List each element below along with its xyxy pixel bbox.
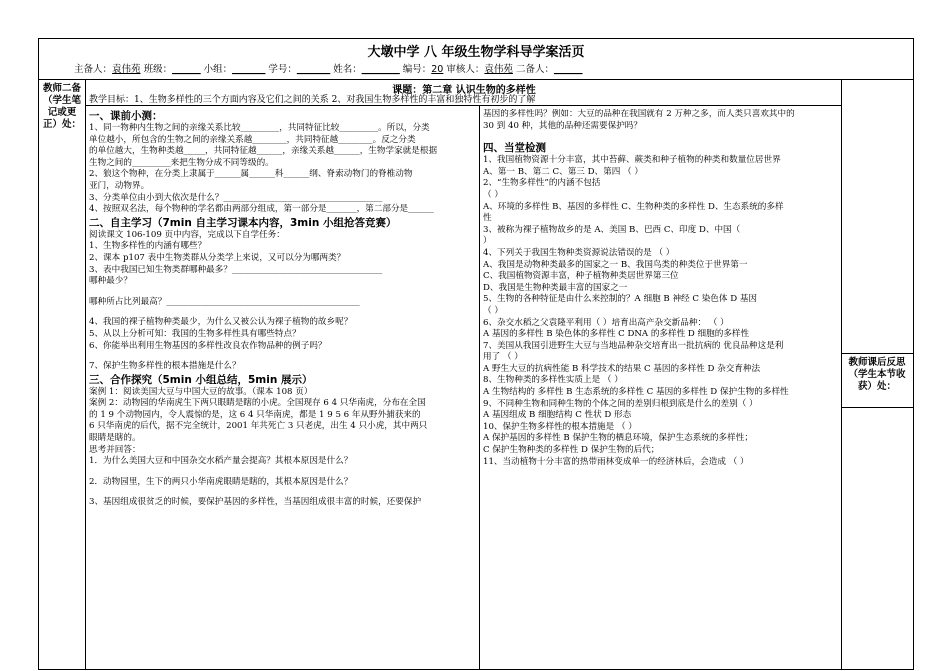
- question-line: 案例 2：动物园的华南虎生下两只眼睛是瞎的小虎。全国现存 6 4 只华南虎，分布在全国: [89, 398, 426, 409]
- question-line: A、我国是动物种类最多的国家之一 B、我国鸟类的种类位于世界第一: [483, 259, 748, 270]
- question-line: 30 到 40 种，其他的品种还需要保护吗？: [483, 120, 642, 131]
- center-divider: [479, 105, 480, 669]
- header-field-value: ________: [361, 64, 400, 75]
- section-heading: 三、合作探究（5min 小组总结，5min 展示）: [89, 373, 313, 386]
- question-line: 6 只华南虎的后代，据不完全统计，2001 年共死亡 3 只老虎，出生 4 只小虎，其中两只: [89, 421, 428, 432]
- section-heading: 二、自主学习（7min 自主学习课本内容，3min 小组抢答竞赛）: [89, 216, 397, 229]
- question-line: 2．动物园里，生下的两只小华南虎眼睛是瞎的，其根本原因是什么？: [89, 476, 353, 487]
- question-line: 的单位越大，生物种类越_____，共同特征越______，亲缘关系越______，生物学家就是根据: [89, 146, 438, 157]
- question-line: 9、不同种生物和同种生物的个体之间的差别归根到底是什么的差别（ ）: [483, 398, 758, 409]
- question-line: A 基因组成 B 细胞结构 C 性状 D 形态: [483, 410, 632, 421]
- question-line: 1．为什么美国大豆和中国杂交水稻产量会提高？其根本原因是什么？: [89, 456, 353, 467]
- question-line: A、第一 B、第二 C、第三 D、第四 （ ）: [483, 166, 643, 177]
- question-line: 8、生物种类的多样性实质上是 （ ）: [483, 375, 623, 386]
- question-line: A 保护基因的多样性 B 保护生物的栖息环境，保护生态系统的多样性；: [483, 433, 753, 444]
- question-line: 3、分类单位由小到大依次是什么？_____________________________________: [89, 192, 383, 203]
- question-line: 性: [483, 213, 492, 224]
- question-line: 哪种最少？: [89, 276, 132, 287]
- right-side-bottom-divider: [841, 407, 913, 408]
- question-line: 哪种所占比列最高？_____________________________________________: [89, 296, 360, 307]
- header-field-value: ______: [172, 64, 201, 75]
- left-column: [89, 109, 477, 667]
- question-line: （ ）: [483, 305, 503, 316]
- section-heading: 四、当堂检测: [483, 142, 546, 155]
- right-side-label: 教师课后反思（学生本节收获）处：: [848, 357, 906, 392]
- question-line: 2、狼这个物种，在分类上隶属于______属______科______纲、脊索动物门的脊椎动物: [89, 169, 413, 180]
- question-line: 的 1 9 个动物园内，令人震惊的是，这 6 4 只华南虎，都是 1 9 5 6 年从野外捕获来的: [89, 409, 421, 420]
- question-line: 11、当动植物十分丰富的热带雨林变成单一的经济林后，会造成 （ ）: [483, 456, 749, 467]
- question-line: 1、同一物种内生物之间的亲缘关系比较_________，共同特征比较_________。所以，分类: [89, 123, 430, 133]
- question-line: D、我国是生物种类最丰富的国家之一: [483, 282, 628, 293]
- header-field-value: 20: [431, 64, 444, 75]
- header-field-label: 编号：: [402, 64, 432, 75]
- question-line: （ ）: [483, 189, 503, 200]
- header-field-label: 主备人：: [74, 64, 113, 75]
- question-line: 5、生物的各种特征是由什么来控制的？A 细胞 B 神经 C 染色体 D 基因: [483, 294, 758, 305]
- question-line: 1、生物多样性的内涵有哪些？: [89, 241, 207, 252]
- left-margin-divider: [85, 79, 86, 669]
- question-line: 3、被称为裸子植物故乡的是 A、美国 B、巴西 C、印度 D、中国（: [483, 224, 741, 235]
- question-line: ）: [483, 236, 492, 247]
- question-line: 5、从以上分析可知：我国的生物多样性具有哪些特点？: [89, 328, 301, 339]
- question-line: 亚门，动物界。: [89, 180, 150, 191]
- question-line: 2、“生物多样性”的内涵不包括: [483, 178, 601, 189]
- header-field-label: 学号：: [268, 64, 297, 75]
- question-line: 生物之间的_________来把生物分成不同等级的。: [89, 157, 274, 168]
- question-line: C 保护生物种类的多样性 D 保护生物的后代；: [483, 445, 660, 456]
- header-field-label: 审核人：: [446, 64, 485, 75]
- question-line: A 基因的多样性 B 染色体的多样性 C DNA 的多样性 D 细胞的多样性: [483, 329, 750, 340]
- question-line: A 生物结构的 多样性 B 生态系统的多样性 C 基因的多样性 D 保护生物的多样性: [483, 387, 789, 398]
- lesson-topic: 课题：第二章 认识生物的多样性: [392, 85, 536, 96]
- question-line: 案例 1：阅读美国大豆与中国大豆的故事。（课本 108 页）: [89, 386, 313, 397]
- answer-space: [89, 352, 477, 361]
- header-field-value: _______: [232, 64, 266, 75]
- question-line: 6、你能举出利用生物基因的多样性改良农作物品种的例子吗？: [89, 340, 327, 351]
- header-field-label: 班级：: [143, 64, 173, 75]
- header-field-value: 袁伟苑: [112, 64, 141, 75]
- question-line: 4、按照双名法，每个物种的学名都由两部分组成，第一部分是_______，第二部分是______: [89, 204, 434, 215]
- right-side-top-divider: [841, 353, 913, 354]
- question-line: 2、课本 p107 表中生物类群从分类学上来说，又可以分为哪两类？: [89, 252, 346, 263]
- question-line: 4、我国的裸子植物种类最少，为什么又被公认为裸子植物的故乡呢？: [89, 317, 353, 328]
- header-field-value: 袁伟苑: [484, 64, 513, 75]
- answer-space: [89, 308, 477, 317]
- header-fields: [74, 61, 582, 75]
- teaching-goal: 教学目标：1、生物多样性的三个方面内容及它们之间的关系 2、对我国生物多样性的丰富和独特性有初步的了解: [89, 95, 536, 105]
- question-line: 思考并回答：: [89, 444, 141, 455]
- answer-space: [483, 132, 839, 141]
- right-column: [483, 109, 839, 667]
- question-line: 7、美国从我国引进野生大豆与当地品种杂交培育出一批抗病的 优良品种这是利: [483, 340, 784, 351]
- header-field-label: 二备人：: [515, 64, 554, 75]
- answer-space: [89, 288, 477, 297]
- header-field-label: 小组：: [203, 64, 233, 75]
- answer-space: [89, 468, 477, 477]
- question-line: 用了 （ ）: [483, 352, 523, 363]
- question-line: A、环境的多样性 B、基因的多样性 C、生物种类的多样性 D、生态系统的多样: [483, 201, 784, 212]
- question-line: 7、保护生物多样性的根本措施是什么？: [89, 361, 241, 372]
- header-field-value: _______: [296, 64, 331, 75]
- question-line: 阅读课文 106-109 页中内容，完成以下自学任务：: [89, 229, 285, 240]
- question-line: 4、下列关于我国生物种类资源说法错误的是 （ ）: [483, 247, 675, 258]
- question-line: 10、保护生物多样性的根本措施是 （ ）: [483, 421, 637, 432]
- header-field-label: 姓名：: [333, 64, 362, 75]
- left-side-label: 教师二备（学生笔记或更正）处：: [42, 83, 81, 130]
- question-line: A 野生大豆的抗病性能 B 科学技术的结果 C 基因的多样性 D 杂交育种法: [483, 363, 761, 374]
- question-line: 1、我国植物资源十分丰富，其中苔藓、蕨类和种子植物的种类和数量位居世界: [483, 155, 781, 166]
- section-heading: 一、课前小测：: [89, 110, 163, 122]
- question-line: 单位越小，所包含的生物之间的亲缘关系越________，共同特征越________。反之分类: [89, 134, 416, 145]
- question-line: 眼睛是瞎的。: [89, 433, 141, 444]
- question-line: 3、基因组成很贫乏的时候，要保护基因的多样性，当基因组成很丰富的时候，还要保护: [89, 497, 422, 508]
- right-margin-divider: [841, 79, 842, 669]
- page-title: 大墩中学 八 年级生物学科导学案活页: [367, 45, 585, 60]
- question-line: C、我国植物资源丰富，种子植物种类居世界第三位: [483, 271, 679, 282]
- header-divider: [39, 79, 913, 80]
- question-line: 基因的多样性吗？例如：大豆的品种在我国就有 2 万种之多，而人类只喜欢其中的: [483, 109, 795, 119]
- question-line: 3、表中我国已知生物类群哪种最多？___________________________________: [89, 264, 383, 275]
- question-line: 6、杂交水稻之父袁隆平利用（ ）培育出高产杂交新品种： （ ）: [483, 317, 729, 328]
- header-field-value: ______: [553, 64, 583, 75]
- worksheet-page: [38, 38, 914, 670]
